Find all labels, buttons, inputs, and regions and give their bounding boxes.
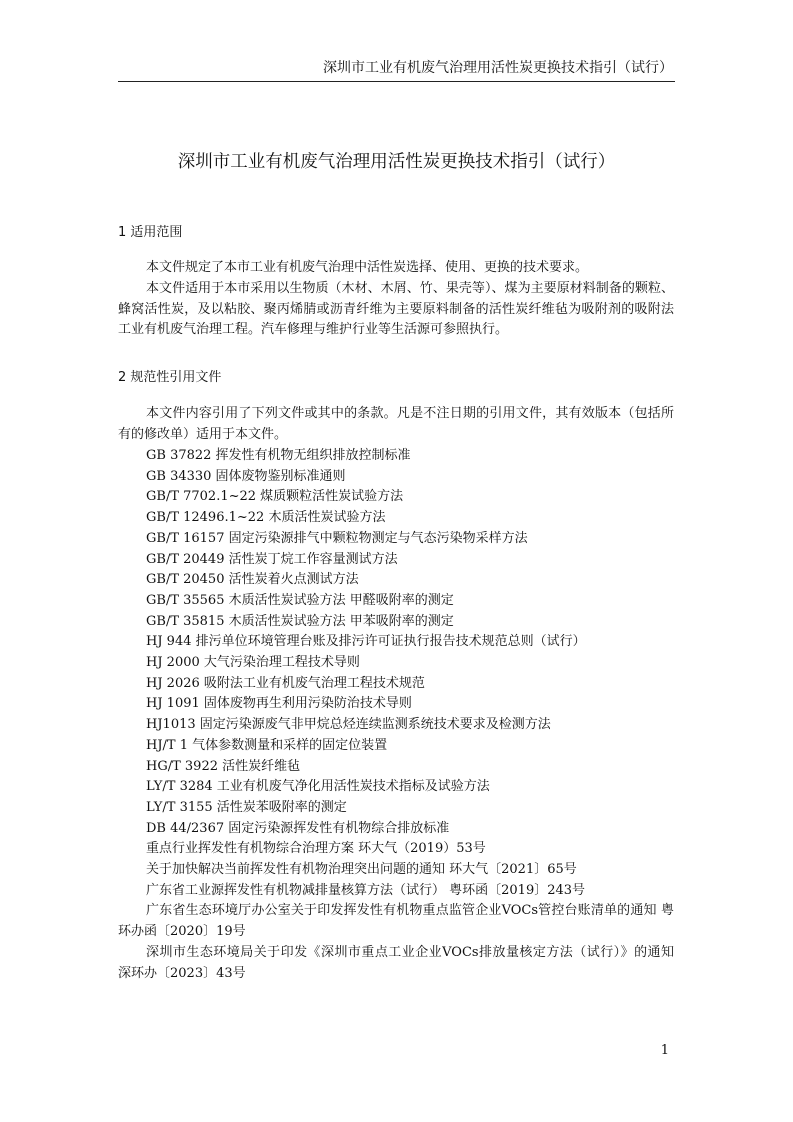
references-intro: 本文件内容引用了下列文件或其中的条款。凡是不注日期的引用文件，其有效版本（包括所有的修改单）适用于本文件。 xyxy=(118,406,674,442)
header-divider xyxy=(118,81,675,82)
reference-item: GB/T 35565 木质活性炭试验方法 甲醛吸附率的测定 xyxy=(146,592,454,608)
reference-item: HJ 944 排污单位环境管理台账及排污许可证执行报告技术规范总则（试行） xyxy=(146,634,586,650)
reference-item: 重点行业挥发性有机物综合治理方案 环大气（2019）53号 xyxy=(146,841,486,857)
reference-item: LY/T 3155 活性炭苯吸附率的测定 xyxy=(146,799,347,815)
section-heading-scope: 1 适用范围 xyxy=(118,225,183,240)
reference-item: GB/T 20449 活性炭丁烷工作容量测试方法 xyxy=(146,551,398,567)
reference-item: HG/T 3922 活性炭纤维毡 xyxy=(146,758,301,774)
reference-item: GB/T 20450 活性炭着火点测试方法 xyxy=(146,572,359,588)
document-title: 深圳市工业有机废气治理用活性炭更换技术指引（试行） xyxy=(177,152,616,172)
reference-item: 广东省生态环境厅办公室关于印发挥发性有机物重点监管企业VOCs管控台账清单的通知 粤环办函〔2020〕19号 xyxy=(118,903,674,940)
scope-paragraph-2: 本文件适用于本市采用以生物质（木材、木屑、竹、果壳等）、煤为主要原材料制备的颗粒、蜂窝活性炭，及以粘胶、聚丙烯腈或沥青纤维为主要原料制备的活性炭纤维毡为吸附剂的吸附法工业有机废气治理工程。汽车修理与维护行业等生活源可参照执行。 xyxy=(118,281,674,337)
reference-item: DB 44/2367 固定污染源挥发性有机物综合排放标准 xyxy=(146,820,450,836)
reference-item: GB/T 16157 固定污染源排气中颗粒物测定与气态污染物采样方法 xyxy=(146,530,528,546)
reference-item: HJ 2000 大气污染治理工程技术导则 xyxy=(146,655,360,671)
reference-item: HJ 2026 吸附法工业有机废气治理工程技术规范 xyxy=(146,675,425,691)
reference-item: GB/T 12496.1~22 木质活性炭试验方法 xyxy=(146,510,386,526)
reference-item: LY/T 3284 工业有机废气净化用活性炭技术指标及试验方法 xyxy=(146,779,490,795)
reference-item: GB/T 7702.1~22 煤质颗粒活性炭试验方法 xyxy=(146,489,404,505)
reference-item: GB 34330 固体废物鉴别标准通则 xyxy=(146,468,346,484)
reference-item: HJ 1091 固体废物再生利用污染防治技术导则 xyxy=(146,696,412,712)
section-heading-references: 2 规范性引用文件 xyxy=(118,370,222,385)
reference-list xyxy=(118,446,674,984)
scope-paragraph-1: 本文件规定了本市工业有机废气治理中活性炭选择、使用、更换的技术要求。 xyxy=(146,260,589,275)
reference-item: 关于加快解决当前挥发性有机物治理突出问题的通知 环大气〔2021〕65号 xyxy=(146,862,577,878)
running-header: 深圳市工业有机废气治理用活性炭更换技术指引（试行） xyxy=(323,60,673,76)
reference-item: GB 37822 挥发性有机物无组织排放控制标准 xyxy=(146,448,411,463)
page-number: 1 xyxy=(660,1043,669,1058)
reference-item: 广东省工业源挥发性有机物减排量核算方法（试行） 粤环函〔2019〕243号 xyxy=(146,882,586,898)
reference-item: GB/T 35815 木质活性炭试验方法 甲苯吸附率的测定 xyxy=(146,613,454,629)
reference-item: HJ/T 1 气体参数测量和采样的固定位装置 xyxy=(146,737,388,753)
reference-item: 深圳市生态环境局关于印发《深圳市重点工业企业VOCs排放量核定方法（试行）》的通知 深环办〔2023〕43号 xyxy=(118,944,674,981)
reference-item: HJ1013 固定污染源废气非甲烷总烃连续监测系统技术要求及检测方法 xyxy=(146,717,551,733)
